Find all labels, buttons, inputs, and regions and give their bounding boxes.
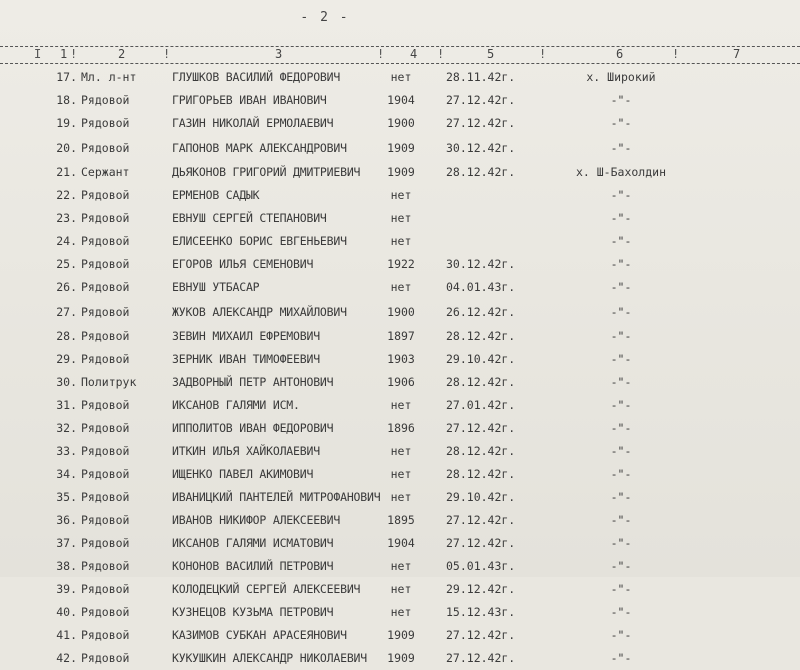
record-date: 28.12.42г. (446, 329, 516, 343)
record-row (0, 463, 800, 486)
record-number: 21. (56, 165, 77, 179)
record-name: ИЩЕНКО ПАВЕЛ АКИМОВИЧ (172, 467, 314, 481)
record-place: -"- (610, 398, 632, 412)
record-birth-year: 1895 (387, 513, 415, 527)
record-row (0, 89, 800, 112)
record-number: 36. (56, 513, 77, 527)
record-rank: Рядовой (81, 329, 130, 343)
record-place: -"- (610, 582, 632, 596)
record-row (0, 161, 800, 184)
record-place: -"- (610, 444, 632, 458)
record-number: 23. (56, 211, 77, 225)
record-birth-year: 1900 (387, 305, 415, 319)
record-name: ЗАДВОРНЫЙ ПЕТР АНТОНОВИЧ (172, 375, 334, 389)
record-date: 27.12.42г. (446, 513, 516, 527)
record-rank: Мл. л-нт (81, 70, 137, 84)
record-name: ЕВНУШ СЕРГЕЙ СТЕПАНОВИЧ (172, 211, 327, 225)
record-number: 22. (56, 188, 77, 202)
record-date: 04.01.43г. (446, 280, 516, 294)
record-row (0, 509, 800, 532)
column-separator: ! (163, 47, 171, 61)
record-number: 34. (56, 467, 77, 481)
record-date: 28.11.42г. (446, 70, 516, 84)
record-number: 24. (56, 234, 77, 248)
record-birth-year: 1904 (387, 536, 415, 550)
record-birth-year: 1900 (387, 116, 415, 130)
record-row (0, 624, 800, 647)
record-birth-year: нет (390, 234, 412, 248)
record-rank: Рядовой (81, 211, 130, 225)
record-row (0, 417, 800, 440)
record-name: ГЛУШКОВ ВАСИЛИЙ ФЕДОРОВИЧ (172, 70, 341, 84)
record-name: ЕГОРОВ ИЛЬЯ СЕМЕНОВИЧ (172, 257, 314, 271)
record-rank: Рядовой (81, 352, 130, 366)
record-place: -"- (610, 467, 632, 481)
record-row (0, 440, 800, 463)
record-row (0, 66, 800, 89)
record-place: х. Широкий (586, 70, 656, 84)
record-row (0, 601, 800, 624)
record-row (0, 348, 800, 371)
record-row (0, 532, 800, 555)
record-row (0, 112, 800, 135)
record-row (0, 325, 800, 348)
column-separator: ! (672, 47, 680, 61)
record-date: 28.12.42г. (446, 444, 516, 458)
page-number: - 2 - (300, 10, 350, 25)
record-birth-year: 1922 (387, 257, 415, 271)
record-row (0, 276, 800, 299)
record-rank: Сержант (81, 165, 130, 179)
record-rank: Рядовой (81, 490, 130, 504)
record-name: ИТКИН ИЛЬЯ ХАЙКОЛАЕВИЧ (172, 444, 320, 458)
header-bottom-rule (0, 63, 800, 64)
record-name: КУКУШКИН АЛЕКСАНДР НИКОЛАЕВИЧ (172, 651, 367, 665)
record-row (0, 230, 800, 253)
record-date: 26.12.42г. (446, 305, 516, 319)
record-birth-year: нет (390, 211, 412, 225)
record-place: -"- (610, 559, 632, 573)
record-place: -"- (610, 375, 632, 389)
record-rank: Рядовой (81, 628, 130, 642)
record-name: ИКСАНОВ ГАЛЯМИ ИСМ. (172, 398, 300, 412)
record-number: 25. (56, 257, 77, 271)
record-place: -"- (610, 211, 632, 225)
record-place: -"- (610, 141, 632, 155)
record-rank: Рядовой (81, 234, 130, 248)
record-rank: Рядовой (81, 582, 130, 596)
record-place: -"- (610, 628, 632, 642)
record-date: 30.12.42г. (446, 257, 516, 271)
record-birth-year: нет (390, 188, 412, 202)
record-place: -"- (610, 513, 632, 527)
column-separator: I (34, 47, 42, 61)
record-number: 31. (56, 398, 77, 412)
record-birth-year: нет (390, 490, 412, 504)
record-place: -"- (610, 280, 632, 294)
record-name: ГРИГОРЬЕВ ИВАН ИВАНОВИЧ (172, 93, 327, 107)
record-place: -"- (610, 257, 632, 271)
record-rank: Политрук (81, 375, 137, 389)
record-place: -"- (610, 490, 632, 504)
record-rank: Рядовой (81, 257, 130, 271)
record-date: 28.12.42г. (446, 375, 516, 389)
record-row (0, 207, 800, 230)
record-birth-year: нет (390, 280, 412, 294)
record-rank: Рядовой (81, 559, 130, 573)
record-name: ЕРМЕНОВ САДЫК (172, 188, 260, 202)
record-date: 27.12.42г. (446, 421, 516, 435)
record-name: ГАЗИН НИКОЛАЙ ЕРМОЛАЕВИЧ (172, 116, 334, 130)
record-birth-year: нет (390, 444, 412, 458)
record-rank: Рядовой (81, 188, 130, 202)
record-rank: Рядовой (81, 421, 130, 435)
record-number: 18. (56, 93, 77, 107)
record-name: ЗЕВИН МИХАИЛ ЕФРЕМОВИЧ (172, 329, 320, 343)
record-date: 27.12.42г. (446, 116, 516, 130)
record-birth-year: 1903 (387, 352, 415, 366)
record-birth-year: нет (390, 70, 412, 84)
record-number: 38. (56, 559, 77, 573)
record-name: КОЛОДЕЦКИЙ СЕРГЕЙ АЛЕКСЕЕВИЧ (172, 582, 361, 596)
record-date: 30.12.42г. (446, 141, 516, 155)
record-place: х. Ш-Бахолдин (575, 165, 666, 179)
record-date: 27.12.42г. (446, 93, 516, 107)
record-birth-year: нет (390, 559, 412, 573)
record-place: -"- (610, 93, 632, 107)
record-rank: Рядовой (81, 398, 130, 412)
record-row (0, 299, 800, 325)
record-number: 29. (56, 352, 77, 366)
record-number: 28. (56, 329, 77, 343)
record-number: 17. (56, 70, 77, 84)
record-date: 15.12.43г. (446, 605, 516, 619)
record-place: -"- (610, 329, 632, 343)
record-place: -"- (610, 536, 632, 550)
record-place: -"- (610, 234, 632, 248)
record-number: 32. (56, 421, 77, 435)
column-header-2: 2 (118, 47, 126, 61)
record-rank: Рядовой (81, 280, 130, 294)
record-name: ЕЛИСЕЕНКО БОРИС ЕВГЕНЬЕВИЧ (172, 234, 347, 248)
record-number: 37. (56, 536, 77, 550)
record-birth-year: 1896 (387, 421, 415, 435)
record-date: 29.10.42г. (446, 352, 516, 366)
record-name: ИВАНИЦКИЙ ПАНТЕЛЕЙ МИТРОФАНОВИЧ (172, 490, 381, 504)
record-row (0, 647, 800, 670)
record-birth-year: 1909 (387, 165, 415, 179)
record-place: -"- (610, 188, 632, 202)
record-date: 29.10.42г. (446, 490, 516, 504)
record-place: -"- (610, 605, 632, 619)
record-birth-year: нет (390, 467, 412, 481)
record-row (0, 184, 800, 207)
record-name: КОНОНОВ ВАСИЛИЙ ПЕТРОВИЧ (172, 559, 334, 573)
record-name: КАЗИМОВ СУБКАН АРАСЕЯНОВИЧ (172, 628, 347, 642)
record-birth-year: нет (390, 605, 412, 619)
record-number: 19. (56, 116, 77, 130)
column-separator: ! (377, 47, 385, 61)
record-date: 27.12.42г. (446, 651, 516, 665)
record-rank: Рядовой (81, 93, 130, 107)
record-place: -"- (610, 352, 632, 366)
column-header-3: 3 (275, 47, 283, 61)
record-number: 26. (56, 280, 77, 294)
record-number: 30. (56, 375, 77, 389)
record-date: 05.01.43г. (446, 559, 516, 573)
record-name: ЖУКОВ АЛЕКСАНДР МИХАЙЛОВИЧ (172, 305, 347, 319)
column-header-row (0, 46, 800, 63)
record-rank: Рядовой (81, 467, 130, 481)
record-row (0, 371, 800, 394)
column-header-7: 7 (733, 47, 741, 61)
column-header-4: 4 (410, 47, 418, 61)
record-birth-year: 1909 (387, 141, 415, 155)
record-date: 27.12.42г. (446, 536, 516, 550)
column-header-5: 5 (487, 47, 495, 61)
record-row (0, 394, 800, 417)
record-date: 27.12.42г. (446, 628, 516, 642)
record-row (0, 578, 800, 601)
record-number: 40. (56, 605, 77, 619)
record-name: ИВАНОВ НИКИФОР АЛЕКСЕЕВИЧ (172, 513, 341, 527)
record-number: 42. (56, 651, 77, 665)
record-rank: Рядовой (81, 513, 130, 527)
column-header-6: 6 (616, 47, 624, 61)
record-rank: Рядовой (81, 536, 130, 550)
record-date: 27.01.42г. (446, 398, 516, 412)
record-number: 41. (56, 628, 77, 642)
record-date: 28.12.42г. (446, 467, 516, 481)
record-rank: Рядовой (81, 605, 130, 619)
record-row (0, 486, 800, 509)
record-birth-year: 1906 (387, 375, 415, 389)
column-separator: ! (70, 47, 78, 61)
record-rank: Рядовой (81, 141, 130, 155)
record-row (0, 135, 800, 161)
record-place: -"- (610, 116, 632, 130)
record-name: ИКСАНОВ ГАЛЯМИ ИСМАТОВИЧ (172, 536, 334, 550)
record-rank: Рядовой (81, 116, 130, 130)
record-birth-year: нет (390, 398, 412, 412)
record-number: 35. (56, 490, 77, 504)
record-birth-year: 1909 (387, 628, 415, 642)
record-number: 20. (56, 141, 77, 155)
record-date: 28.12.42г. (446, 165, 516, 179)
record-name: КУЗНЕЦОВ КУЗЬМА ПЕТРОВИЧ (172, 605, 334, 619)
record-number: 33. (56, 444, 77, 458)
column-header-1: 1 (60, 47, 68, 61)
record-name: ДЬЯКОНОВ ГРИГОРИЙ ДМИТРИЕВИЧ (172, 165, 361, 179)
record-birth-year: 1904 (387, 93, 415, 107)
record-list (0, 66, 800, 670)
record-birth-year: нет (390, 582, 412, 596)
record-name: ЗЕРНИК ИВАН ТИМОФЕЕВИЧ (172, 352, 320, 366)
record-place: -"- (610, 421, 632, 435)
record-birth-year: 1897 (387, 329, 415, 343)
column-separator: ! (539, 47, 547, 61)
record-name: ИППОЛИТОВ ИВАН ФЕДОРОВИЧ (172, 421, 334, 435)
record-place: -"- (610, 651, 632, 665)
record-name: ГАПОНОВ МАРК АЛЕКСАНДРОВИЧ (172, 141, 347, 155)
record-rank: Рядовой (81, 305, 130, 319)
record-birth-year: 1909 (387, 651, 415, 665)
record-date: 29.12.42г. (446, 582, 516, 596)
record-number: 39. (56, 582, 77, 596)
column-separator: ! (437, 47, 445, 61)
record-place: -"- (610, 305, 632, 319)
record-row (0, 253, 800, 276)
record-name: ЕВНУШ УТБАСАР (172, 280, 260, 294)
record-rank: Рядовой (81, 651, 130, 665)
record-number: 27. (56, 305, 77, 319)
record-rank: Рядовой (81, 444, 130, 458)
record-row (0, 555, 800, 578)
